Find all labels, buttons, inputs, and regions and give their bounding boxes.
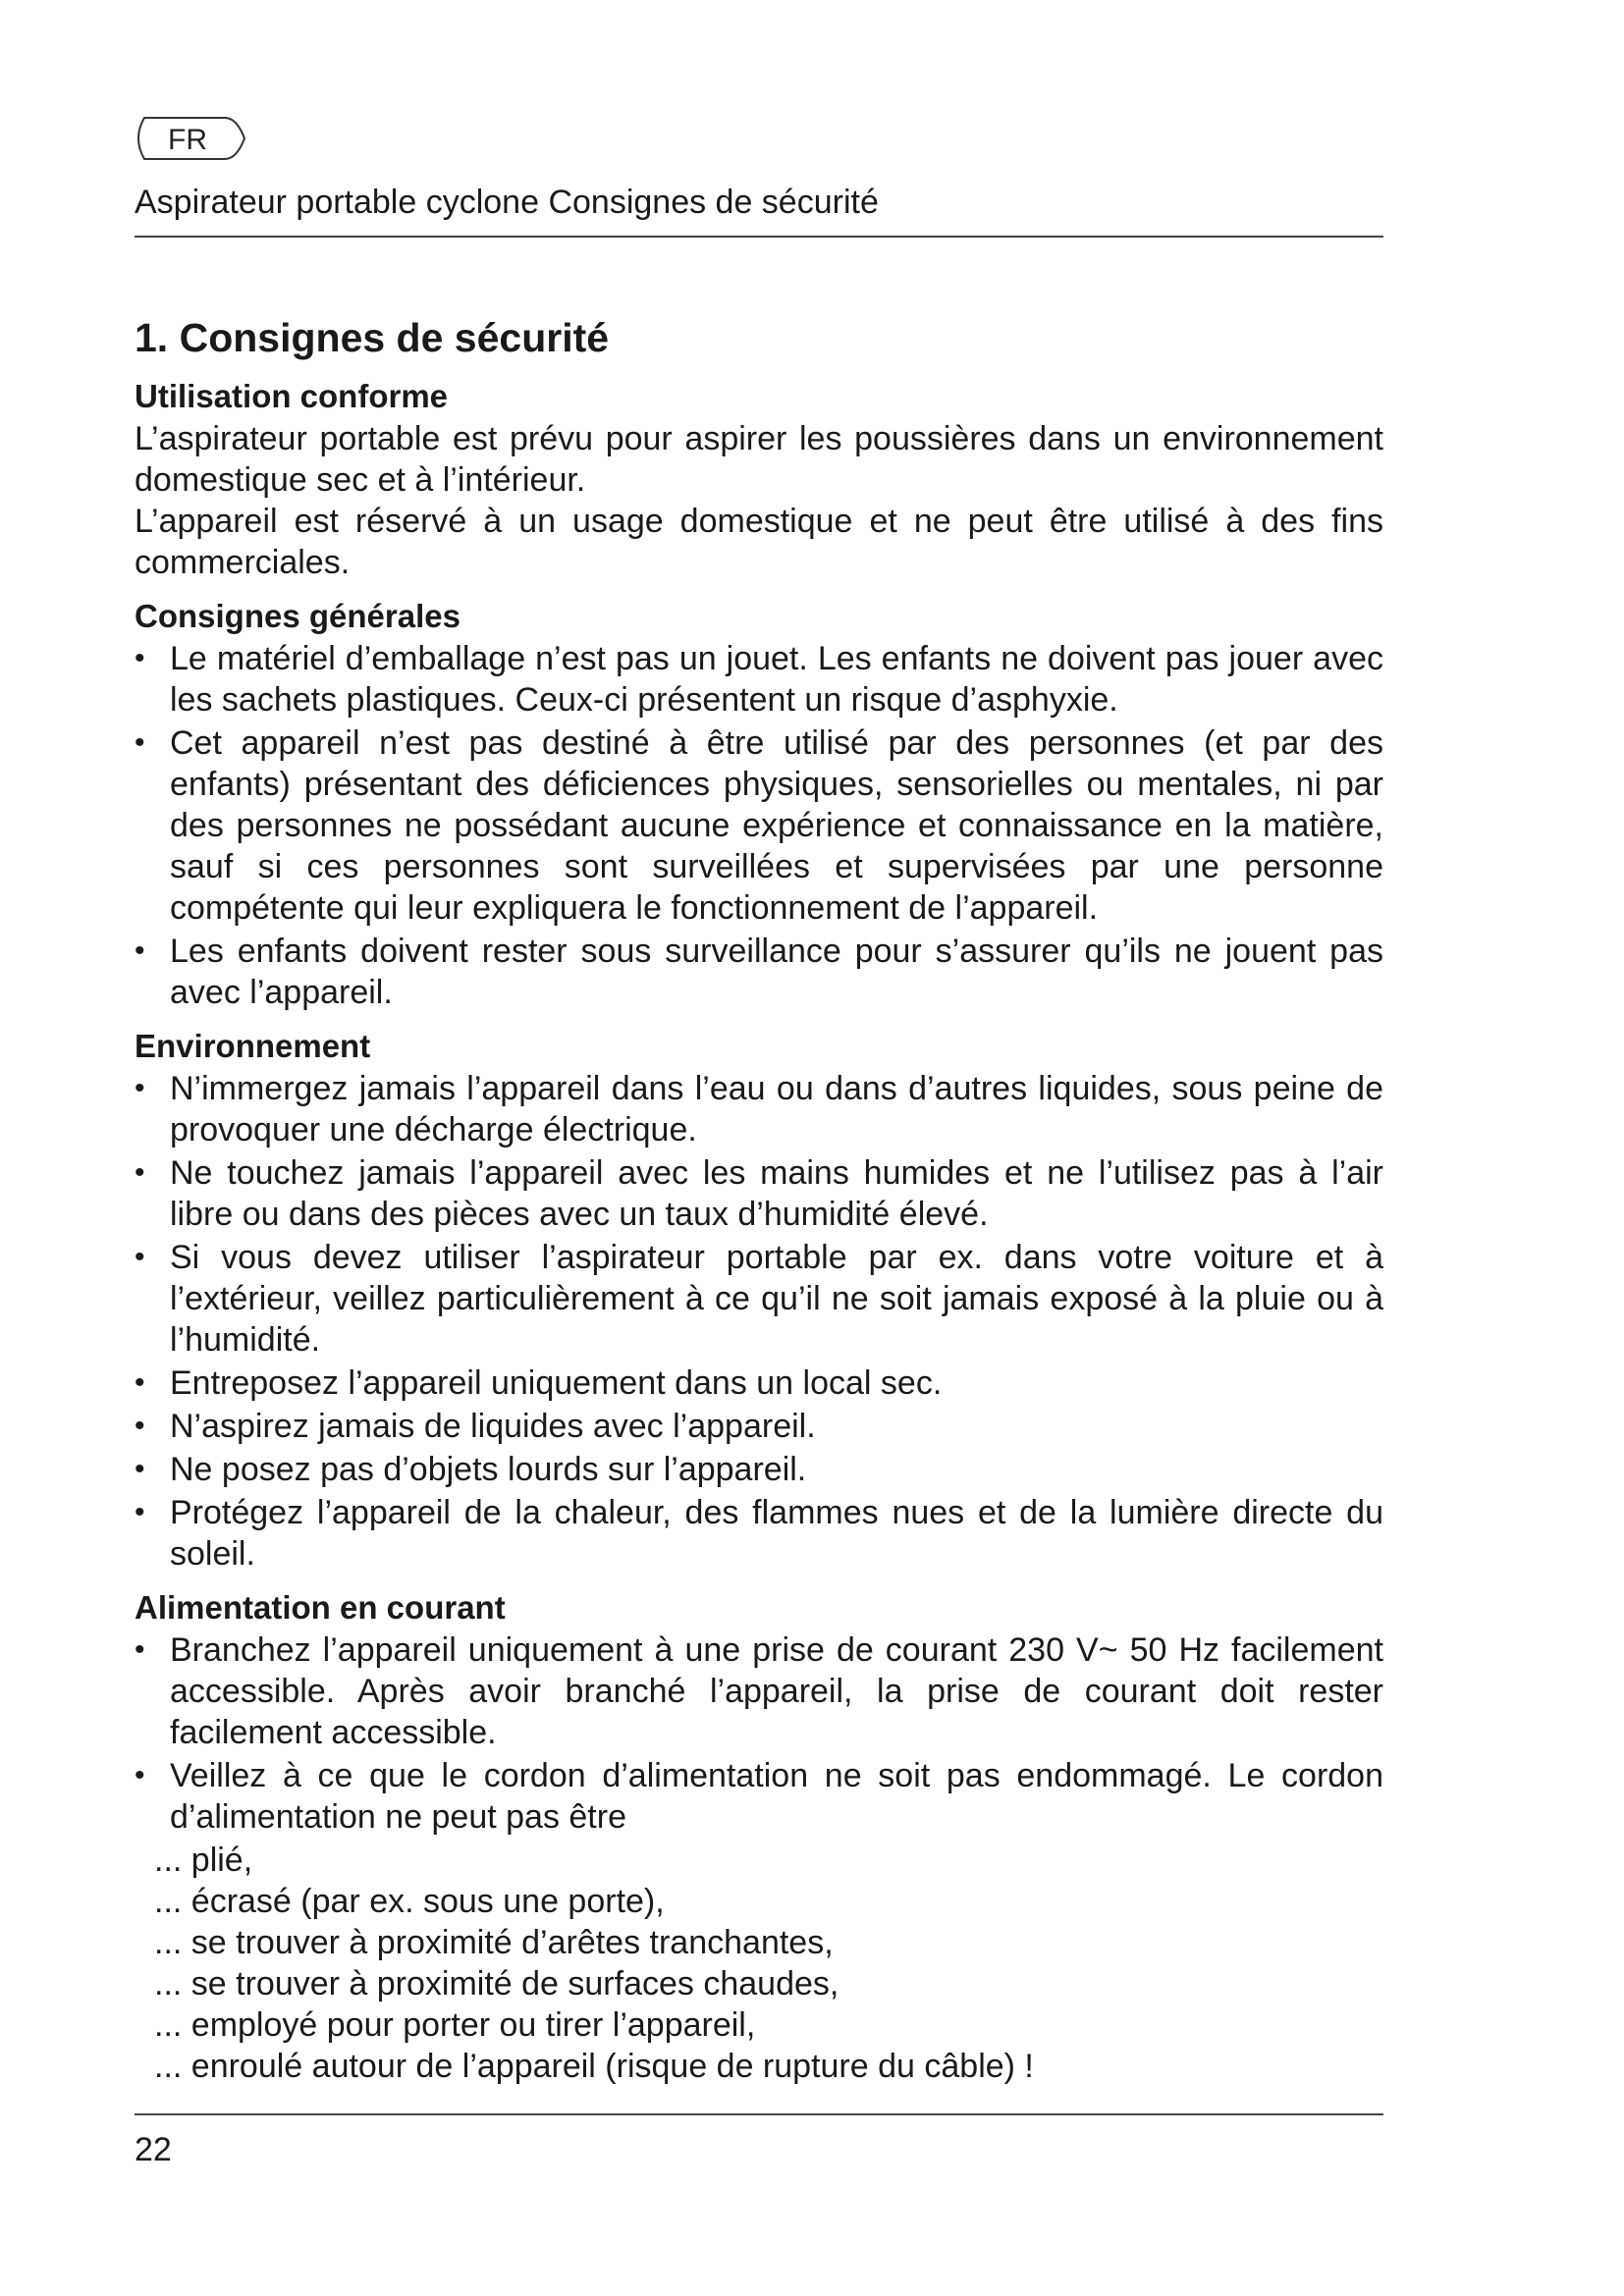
paragraph: L’aspirateur portable est prévu pour aspirer les poussières dans un environnement domestique sec et à l’intérieur. — [135, 420, 1383, 499]
sub-list-item: ... se trouver à proximité de surfaces chaudes, — [154, 1965, 839, 2002]
section-alimentation — [135, 1586, 1383, 2087]
section-generales — [135, 595, 1383, 1013]
document-body — [135, 310, 1383, 2099]
paragraph: L’appareil est réservé à un usage domestique et ne peut être utilisé à des fins commerciales. — [135, 503, 1383, 581]
list-item: • Ne posez pas d’objets lourds sur l’appareil. — [135, 1449, 1383, 1490]
list-item: • Ne touchez jamais l’appareil avec les mains humides et ne l’utilisez pas à l’air libre ou dans des pièces avec un taux d’humidité élevé. — [135, 1152, 1383, 1235]
sub-list-item: ... se trouver à proximité d’arêtes tranchantes, — [154, 1924, 834, 1961]
language-badge-label: FR — [168, 124, 207, 156]
sub-list — [135, 1840, 1383, 2087]
sub-list-item: ... enroulé autour de l’appareil (risque de rupture du câble) ! — [154, 2048, 1034, 2085]
footer-divider — [135, 2113, 1383, 2115]
section-heading: Alimentation en courant — [135, 1589, 506, 1626]
bullet-list — [135, 1629, 1383, 1838]
bullet-list — [135, 638, 1383, 1013]
list-item: • Protégez l’appareil de la chaleur, des flammes nues et de la lumière directe du soleil. — [135, 1492, 1383, 1575]
language-badge-icon — [131, 114, 248, 163]
list-item: • Le matériel d’emballage n’est pas un jouet. Les enfants ne doivent pas jouer avec les sachets plastiques. Ceux-ci présentent un risque d’asphyxie. — [135, 638, 1383, 721]
list-item: • Entreposez l’appareil uniquement dans un local sec. — [135, 1362, 1383, 1404]
header-title: Aspirateur portable cyclone Consignes de sécurité — [135, 184, 879, 221]
sub-list-item: ... plié, — [154, 1842, 253, 1879]
list-item: • Si vous devez utiliser l’aspirateur portable par ex. dans votre voiture et à l’extérieur, veillez particulièrement à ce qu’il ne soit jamais exposé à la pluie ou à l’humidité. — [135, 1237, 1383, 1361]
section-heading: Utilisation conforme — [135, 378, 449, 414]
header-divider — [135, 236, 1383, 238]
language-badge — [131, 114, 248, 163]
bullet-list — [135, 1068, 1383, 1575]
list-item: • Les enfants doivent rester sous surveillance pour s’assurer qu’ils ne jouent pas avec l’appareil. — [135, 931, 1383, 1013]
list-item: • Veillez à ce que le cordon d’alimentation ne soit pas endommagé. Le cordon d’alimentation ne peut pas être — [135, 1755, 1383, 1838]
section-heading: Consignes générales — [135, 598, 460, 634]
list-item: • N’aspirez jamais de liquides avec l’appareil. — [135, 1406, 1383, 1447]
list-item: • Branchez l’appareil uniquement à une prise de courant 230 V~ 50 Hz facilement accessible. Après avoir branché l’appareil, la prise de courant doit rester facilement accessible. — [135, 1629, 1383, 1753]
main-title: 1. Consignes de sécurité — [135, 315, 610, 360]
section-environnement — [135, 1025, 1383, 1575]
sub-list-item: ... employé pour porter ou tirer l’appareil, — [154, 2006, 756, 2044]
sub-list-item: ... écrasé (par ex. sous une porte), — [154, 1883, 665, 1920]
list-item: • Cet appareil n’est pas destiné à être utilisé par des personnes (et par des enfants) présentant des déficiences physiques, sensorielles ou mentales, ni par des personnes ne possédant aucune expérience et connaissance en la matière, sauf si ces personnes sont surveillées et supervisées par une personne compétente qui leur expliquera le fonctionnement de l’appareil. — [135, 722, 1383, 929]
section-utilisation — [135, 375, 1383, 583]
list-item: • N’immergez jamais l’appareil dans l’eau ou dans d’autres liquides, sous peine de provoquer une décharge électrique. — [135, 1068, 1383, 1150]
section-heading: Environnement — [135, 1028, 371, 1064]
page-number: 22 — [135, 2131, 172, 2168]
